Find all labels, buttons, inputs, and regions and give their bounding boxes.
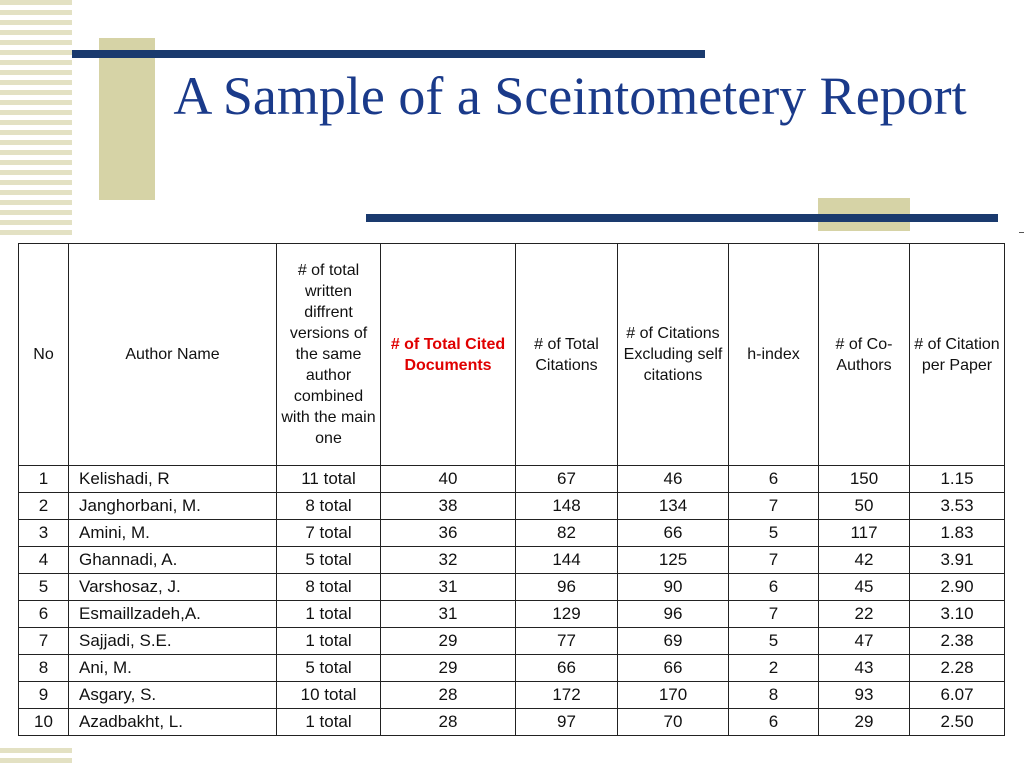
cell-cited-documents: 40 [381,466,516,493]
cell-co-authors: 117 [819,520,910,547]
cell-no: 1 [19,466,69,493]
cell-total-citations: 148 [516,493,618,520]
header-versions: # of total written diffrent versions of the same author combined with the main one [277,244,381,466]
cell-no: 9 [19,682,69,709]
cell-versions: 7 total [277,520,381,547]
cell-citations-excluding-self: 134 [618,493,729,520]
header-no: No [19,244,69,466]
cell-citation-per-paper: 3.53 [910,493,1005,520]
cell-author-name: Sajjadi, S.E. [69,628,277,655]
cell-co-authors: 43 [819,655,910,682]
cell-co-authors: 22 [819,601,910,628]
cell-no: 2 [19,493,69,520]
header-co-authors: # of Co-Authors [819,244,910,466]
cell-cited-documents: 28 [381,709,516,736]
header-citation-per-paper: # of Citation per Paper [910,244,1005,466]
cell-cited-documents: 38 [381,493,516,520]
decorative-block-left [99,38,155,200]
cell-co-authors: 50 [819,493,910,520]
cell-cited-documents: 31 [381,574,516,601]
header-total-citations: # of Total Citations [516,244,618,466]
cell-versions: 10 total [277,682,381,709]
decorative-stripes [0,0,72,235]
cell-h-index: 7 [729,493,819,520]
cell-no: 7 [19,628,69,655]
cell-versions: 5 total [277,547,381,574]
cell-no: 3 [19,520,69,547]
cell-cited-documents: 36 [381,520,516,547]
cell-h-index: 6 [729,466,819,493]
title-rule-top [72,50,705,58]
cell-h-index: 2 [729,655,819,682]
cell-citations-excluding-self: 46 [618,466,729,493]
cell-versions: 1 total [277,601,381,628]
cell-total-citations: 77 [516,628,618,655]
cell-cited-documents: 28 [381,682,516,709]
cell-no: 4 [19,547,69,574]
cell-author-name: Varshosaz, J. [69,574,277,601]
cell-co-authors: 45 [819,574,910,601]
header-citations-excluding-self: # of Citations Excluding self citations [618,244,729,466]
cell-no: 10 [19,709,69,736]
cell-h-index: 8 [729,682,819,709]
table-row [19,628,1005,655]
cell-h-index: 7 [729,547,819,574]
cell-author-name: Kelishadi, R [69,466,277,493]
cell-versions: 8 total [277,493,381,520]
cell-co-authors: 93 [819,682,910,709]
cell-citations-excluding-self: 96 [618,601,729,628]
cell-h-index: 5 [729,628,819,655]
table-row [19,682,1005,709]
cell-author-name: Asgary, S. [69,682,277,709]
cell-citation-per-paper: 2.50 [910,709,1005,736]
cell-versions: 1 total [277,628,381,655]
cell-author-name: Esmaillzadeh,A. [69,601,277,628]
cell-h-index: 5 [729,520,819,547]
cell-co-authors: 42 [819,547,910,574]
cell-citations-excluding-self: 70 [618,709,729,736]
cell-co-authors: 150 [819,466,910,493]
header-h-index: h-index [729,244,819,466]
slide-title: A Sample of a Sceintometery Report [173,66,967,126]
decorative-stripes-bottom [0,748,72,768]
header-total-cited-documents: # of Total Cited Documents [381,244,516,466]
header-row [19,244,1005,466]
cell-author-name: Amini, M. [69,520,277,547]
table-row [19,493,1005,520]
cell-co-authors: 47 [819,628,910,655]
cell-author-name: Azadbakht, L. [69,709,277,736]
cell-total-citations: 97 [516,709,618,736]
cell-citations-excluding-self: 66 [618,655,729,682]
cell-citation-per-paper: 6.07 [910,682,1005,709]
cell-versions: 1 total [277,709,381,736]
cell-author-name: Ghannadi, A. [69,547,277,574]
cell-citation-per-paper: 2.90 [910,574,1005,601]
cell-total-citations: 67 [516,466,618,493]
cell-total-citations: 82 [516,520,618,547]
header-author-name: Author Name [69,244,277,466]
cell-total-citations: 96 [516,574,618,601]
cell-cited-documents: 31 [381,601,516,628]
cell-no: 6 [19,601,69,628]
cell-citations-excluding-self: 66 [618,520,729,547]
cell-h-index: 6 [729,574,819,601]
cell-citation-per-paper: 1.15 [910,466,1005,493]
cell-versions: 5 total [277,655,381,682]
cell-citation-per-paper: 1.83 [910,520,1005,547]
table-row [19,547,1005,574]
cell-citation-per-paper: 3.91 [910,547,1005,574]
cell-versions: 8 total [277,574,381,601]
table-body [19,466,1005,736]
table-row [19,655,1005,682]
cell-total-citations: 172 [516,682,618,709]
cell-cited-documents: 29 [381,655,516,682]
cell-cited-documents: 32 [381,547,516,574]
cell-cited-documents: 29 [381,628,516,655]
cell-citation-per-paper: 2.28 [910,655,1005,682]
cell-h-index: 6 [729,709,819,736]
cell-citations-excluding-self: 125 [618,547,729,574]
title-rule-bottom [366,214,998,222]
report-table [18,243,1005,736]
cell-citation-per-paper: 3.10 [910,601,1005,628]
cell-total-citations: 129 [516,601,618,628]
table-row [19,466,1005,493]
cell-citations-excluding-self: 69 [618,628,729,655]
cell-no: 5 [19,574,69,601]
cell-co-authors: 29 [819,709,910,736]
cell-total-citations: 144 [516,547,618,574]
table-row [19,520,1005,547]
table-row [19,574,1005,601]
cell-citations-excluding-self: 170 [618,682,729,709]
cell-h-index: 7 [729,601,819,628]
cell-total-citations: 66 [516,655,618,682]
cell-author-name: Ani, M. [69,655,277,682]
cell-author-name: Janghorbani, M. [69,493,277,520]
cell-no: 8 [19,655,69,682]
corner-mark [1019,232,1024,233]
cell-citations-excluding-self: 90 [618,574,729,601]
report-table-container [18,243,1005,743]
table-row [19,601,1005,628]
cell-citation-per-paper: 2.38 [910,628,1005,655]
table-row [19,709,1005,736]
cell-versions: 11 total [277,466,381,493]
